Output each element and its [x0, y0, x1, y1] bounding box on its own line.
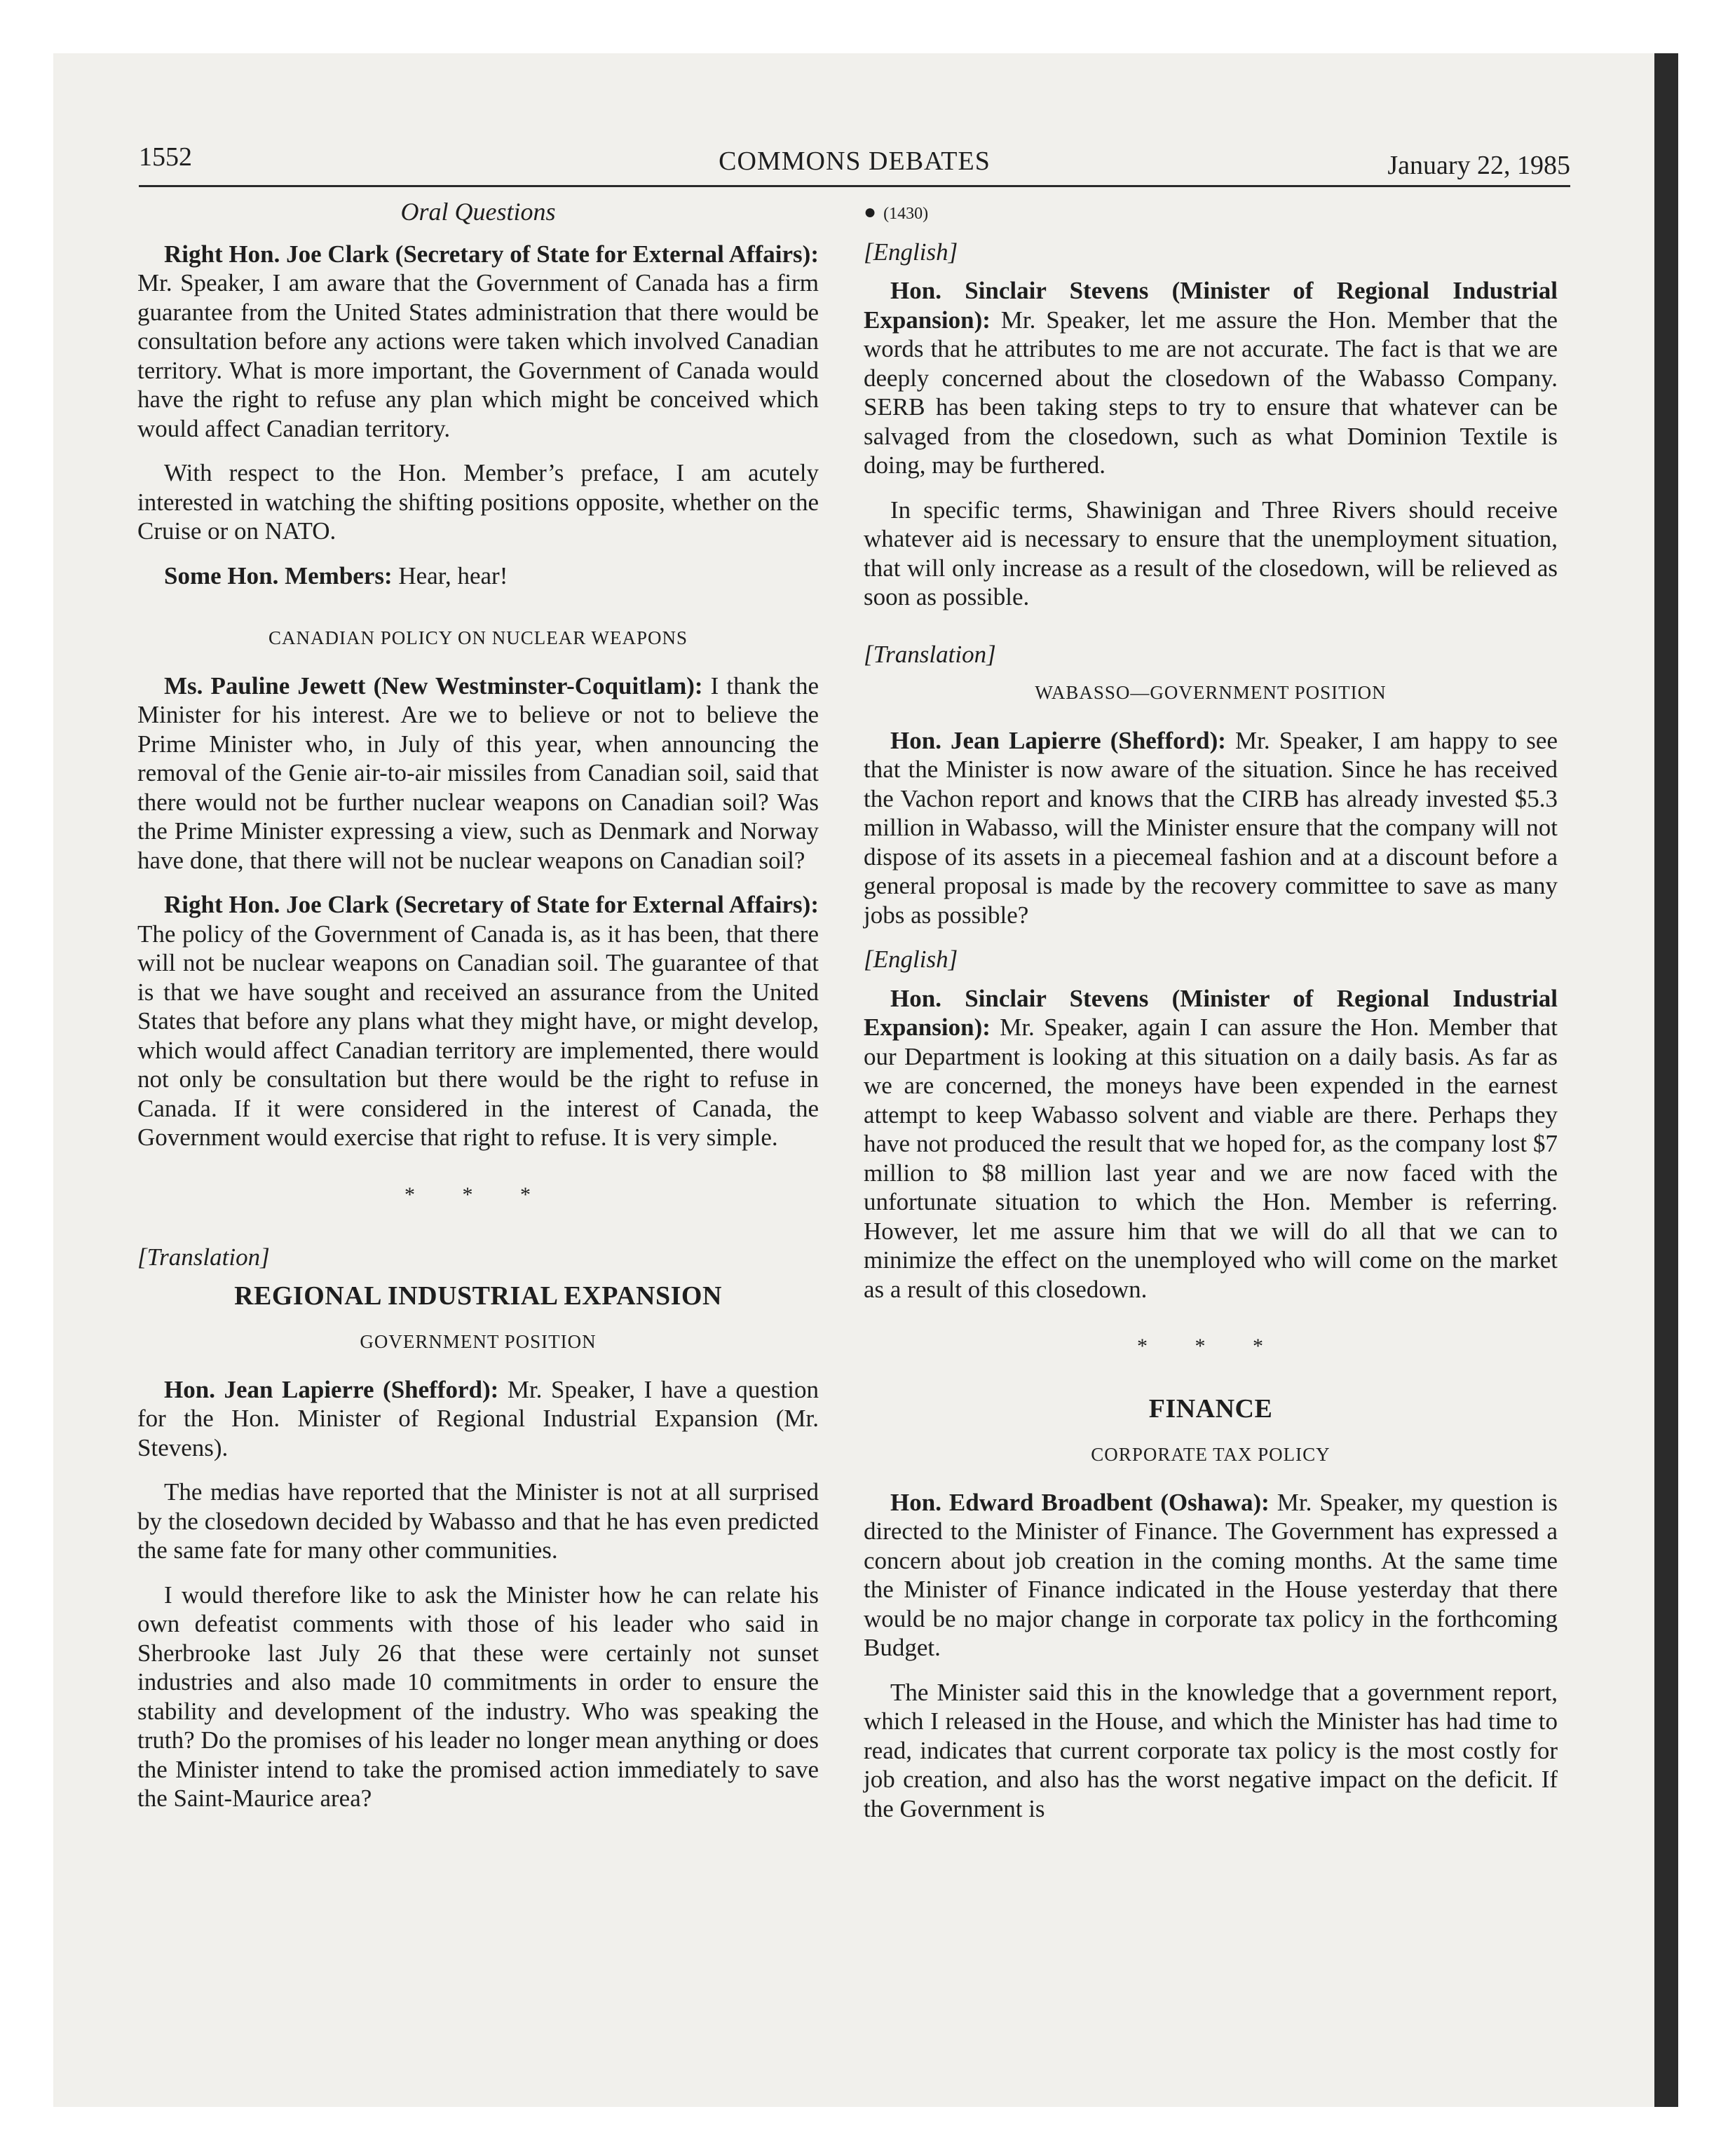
speech-text: Mr. Speaker, my question is directed to the Minister of Finance. The Government has expressed a concern about job creation in the coming months. At the same time the Minister of Finance indicated in the House yesterday that there would be no major change in corporate tax policy in the forthcoming Budget. [864, 1488, 1558, 1661]
subheading: CORPORATE TAX POLICY [1091, 1444, 1331, 1465]
speech-paragraph: With respect to the Hon. Member’s preface, I am acutely interested in watching the shifting positions opposite, whether on the Cruise or on NATO. [137, 459, 819, 545]
speech-text: Mr. Speaker, I am happy to see that the Minister is now aware of the situation. Since he has received the Vachon report and knows that the CIRB has already invested $5.3 million in Wabasso, will the Minister ensure that the company will not dispose of its assets in a piecemeal fashion and at a discount before a general proposal is made by the recovery committee to save as many jobs as possible? [864, 726, 1558, 929]
speech-paragraph [864, 276, 1558, 480]
subheading: GOVERNMENT POSITION [360, 1331, 597, 1352]
speaker-name: Some Hon. Members: [164, 561, 393, 589]
section-label: Oral Questions [400, 198, 556, 226]
language-marker: [English] [864, 946, 958, 973]
right-column [864, 198, 1558, 1838]
speech-text: The policy of the Government of Canada is, as it has been, that there will not be nuclear weapons on Canadian soil. The guarantee of that is that we have sought and received an assurance from the United States that before any plans what they might have, or might develop, which would affect Canadian territory are implemented, there would not only be consultation but there would be the right to refuse in Canada. If it were considered in the interest of Canada, the Government would exercise that right to refuse. It is very simple. [137, 920, 819, 1151]
language-marker: [Translation] [137, 1243, 270, 1271]
subheading: CANADIAN POLICY ON NUCLEAR WEAPONS [268, 627, 688, 648]
subheading: WABASSO—GOVERNMENT POSITION [1035, 682, 1387, 703]
page-number: 1552 [139, 142, 192, 172]
bullet-icon: ● [864, 200, 877, 224]
issue-date: January 22, 1985 [1387, 151, 1570, 180]
speaker-name: Right Hon. Joe Clark (Secretary of State for External Affairs): [164, 891, 819, 918]
speech-paragraph [137, 240, 819, 444]
section-separator: * * * [1137, 1335, 1284, 1358]
speech-text: Mr. Speaker, again I can assure the Hon. Member that our Department is looking at this situation on a daily basis. As far as we are concerned, the moneys have been expended in the earnest attempt to keep Wabasso solvent and viable are there. Perhaps they have not produced the result that we hoped for, as the company lost $7 million to $8 million last year and we are now faced with the unfortunate situation to which the Hon. Member is referring. However, let me assure him that we will do all that we can to minimize the effect on the unemployed who will come on the market as a result of this closedown. [864, 1014, 1558, 1303]
speech-paragraph: I would therefore like to ask the Minister how he can relate his own defeatist comments with those of his leader who said in Sherbrooke last July 26 that these were certainly not sunset industries and also made 10 commitments in order to ensure the stability and development of the industry. Who was speaking the truth? Do the promises of his leader no longer mean anything or does the Minister intend to take the promised action immediately to save the Saint-Maurice area? [137, 1581, 819, 1812]
speech-paragraph: In specific terms, Shawinigan and Three Rivers should receive whatever aid is necessary to ensure that the unemployment situation, that will only increase as a result of the closedown, will be relieved as soon as possible. [864, 496, 1558, 610]
speech-text: I thank the Minister for his interest. Are we to believe or not to believe the Prime Minister who, in July of this year, when announcing the removal of the Genie air-to-air missiles from Canadian soil, said that there would not be further nuclear weapons on Canadian soil? Was the Prime Minister expressing a view, such as Denmark and Norway have done, that there will not be nuclear weapons on Canadian soil? [137, 671, 819, 874]
speaker-name: Hon. Jean Lapierre (Shefford): [890, 726, 1226, 754]
page-header [139, 142, 1570, 187]
speech-paragraph: The Minister said this in the knowledge that a government report, which I released in the House, and which the Minister has had time to read, indicates that current corporate tax policy is the most costly for job creation, and also has the worst negative impact on the deficit. If the Government is [864, 1678, 1558, 1822]
speech-paragraph [137, 1375, 819, 1463]
speaker-name: Ms. Pauline Jewett (New Westminster-Coquitlam): [164, 671, 703, 700]
time-marker-text: (1430) [883, 205, 929, 223]
speech-paragraph [864, 984, 1558, 1304]
speech-paragraph: The medias have reported that the Minister is not at all surprised by the closedown decided by Wabasso and that he has even predicted the same fate for many other communities. [137, 1478, 819, 1564]
speech-text: Mr. Speaker, let me assure the Hon. Member that the words that he attributes to me are not accurate. The fact is that we are deeply concerned about the closedown of the Wabasso Company. SERB has been taking steps to try to ensure that whatever can be salvaged from the closedown, such as what Dominion Textile is doing, may be furthered. [864, 306, 1558, 479]
language-marker: [English] [864, 238, 958, 266]
left-column [137, 198, 819, 1829]
speech-paragraph [864, 726, 1558, 930]
speaker-name: Right Hon. Joe Clark (Secretary of State for External Affairs): [164, 240, 819, 268]
speech-paragraph [137, 671, 819, 875]
language-marker: [Translation] [864, 640, 996, 668]
section-separator: * * * [404, 1182, 552, 1206]
speech-paragraph [137, 561, 819, 591]
speech-paragraph [137, 890, 819, 1152]
time-marker [864, 198, 1558, 229]
speaker-name: Hon. Edward Broadbent (Oshawa): [890, 1488, 1270, 1516]
publication-title: COMMONS DEBATES [719, 146, 991, 176]
section-heading: FINANCE [1148, 1393, 1273, 1424]
speech-text: Mr. Speaker, I am aware that the Government of Canada has a firm guarantee from the United States administration that there would be consultation before any actions were taken which involved Canadian territory. What is more important, the Government of Canada would have the right to refuse any plan which might be conceived which would affect Canadian territory. [137, 269, 819, 442]
speaker-name: Hon. Jean Lapierre (Shefford): [164, 1375, 499, 1403]
section-heading: REGIONAL INDUSTRIAL EXPANSION [234, 1281, 722, 1311]
speech-text: Mr. Speaker, I have a question for the Hon. Minister of Regional Industrial Expansion (Mr. Stevens). [137, 1375, 819, 1461]
page-edge-shadow [1654, 53, 1678, 2107]
speech-paragraph [864, 1488, 1558, 1663]
speaker-name: Hon. Sinclair Stevens (Minister of Regional Industrial Expansion): [864, 277, 1558, 334]
speech-text: Hear, hear! [392, 561, 508, 589]
speaker-name: Hon. Sinclair Stevens (Minister of Regional Industrial Expansion): [864, 984, 1558, 1041]
